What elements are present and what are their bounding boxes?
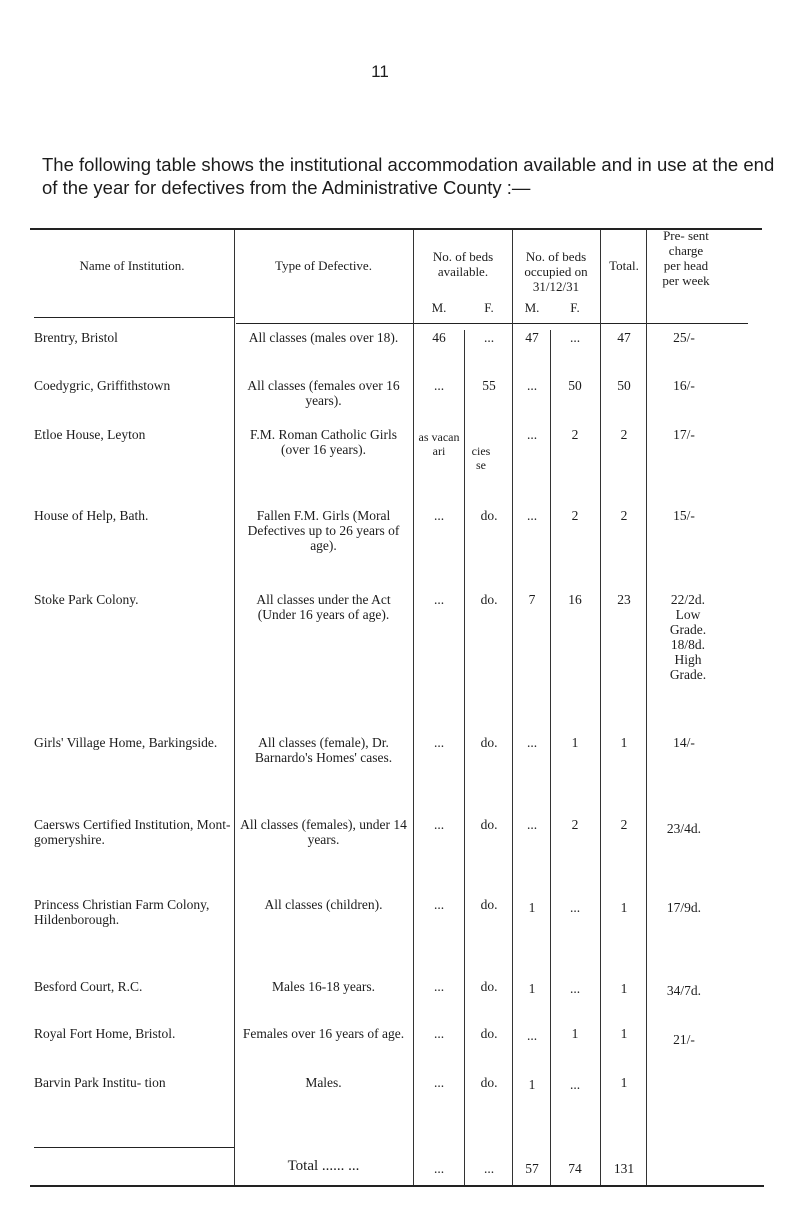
row-charge: 34/7d. [666, 983, 702, 998]
row-avail-m: ... [433, 508, 445, 523]
column-divider [512, 230, 513, 1185]
row-avail-f: 55 [482, 378, 496, 393]
row-occ-f: 1 [571, 735, 579, 750]
row-avail-m: ... [433, 1075, 445, 1090]
row-avail-m: 46 [432, 330, 446, 345]
row-avail-f: ... [483, 330, 495, 345]
row-occ-f: 50 [568, 378, 582, 393]
row-total: 1 [620, 900, 628, 915]
row-name: Princess Christian Farm Colony, Hildenborough. [34, 897, 210, 927]
row-avail-m: ... [433, 979, 445, 994]
row-type: All classes under the Act (Under 16 years of age). [256, 592, 391, 622]
row-occ-f: 1 [571, 1026, 579, 1041]
row-type: Males. [305, 1075, 342, 1090]
row-type: All classes (females over 16 years). [247, 378, 400, 408]
row-name: Stoke Park Colony. [34, 592, 139, 607]
row-total: 50 [617, 378, 631, 393]
row-type: Females over 16 years of age. [242, 1026, 405, 1041]
row-occ-f: 2 [571, 817, 579, 832]
row-occ-f: 2 [571, 508, 579, 523]
row-occ-f: ... [569, 900, 581, 915]
row-name: Besford Court, R.C. [34, 979, 143, 994]
row-charge: 17/- [673, 427, 695, 442]
header-avail-f: F. [484, 300, 494, 315]
header-name: Name of Institution. [79, 258, 185, 273]
row-occ-f: ... [569, 981, 581, 996]
table-top-rule [30, 228, 762, 230]
header-total: Total. [609, 258, 639, 273]
row-total: 2 [620, 817, 628, 832]
column-divider [464, 330, 465, 1185]
column-divider [413, 230, 414, 1185]
row-avail-m: ... [433, 817, 445, 832]
row-occ-m: 47 [525, 330, 539, 345]
row-occ-m: ... [526, 817, 538, 832]
row-total: 1 [620, 1026, 628, 1041]
row-occ-f: 16 [568, 592, 582, 607]
total-top-rule-left [34, 1147, 234, 1148]
header-bottom-rule-left [34, 317, 234, 318]
header-type: Type of Defective. [275, 258, 372, 273]
total-label: Total ...... ... [287, 1158, 360, 1174]
row-occ-f: ... [569, 1077, 581, 1092]
row-total: 2 [620, 508, 628, 523]
row-avail-m: ... [433, 1026, 445, 1041]
row-avail-f: do. [480, 1075, 498, 1090]
row-total: 23 [617, 592, 631, 607]
header-occ-m: M. [524, 300, 540, 315]
row-charge: 17/9d. [666, 900, 702, 915]
header-beds-occupied: No. of beds occupied on 31/12/31 [524, 249, 588, 294]
row-name: Barvin Park Institu- tion [34, 1075, 166, 1090]
row-total: 47 [617, 330, 631, 345]
row-avail-m: ... [433, 897, 445, 912]
intro-text: The following table shows the institutional accommodation available and in use at the end of the year for defectives from the Administrative County :— [42, 154, 775, 198]
row-name: Etloe House, Leyton [34, 427, 146, 442]
row-avail-m: ... [433, 735, 445, 750]
row-avail-f: do. [480, 1026, 498, 1041]
row-avail-f: cies se [471, 444, 491, 472]
total-occ-m: 57 [525, 1161, 539, 1176]
row-total: 1 [620, 981, 628, 996]
page-number: 11 [371, 62, 389, 81]
column-divider [550, 330, 551, 1185]
row-name: Brentry, Bristol [34, 330, 118, 345]
row-avail-f: do. [480, 979, 498, 994]
row-avail-m: ... [433, 378, 445, 393]
row-charge: 21/- [673, 1032, 695, 1047]
row-total: 2 [620, 427, 628, 442]
total-occ-f: 74 [568, 1161, 582, 1176]
total-avail-m: ... [433, 1161, 445, 1176]
row-type: All classes (males over 18). [248, 330, 399, 345]
total-avail-f: ... [483, 1161, 495, 1176]
row-occ-f: ... [569, 330, 581, 345]
row-type: F.M. Roman Catholic Girls (over 16 years). [249, 427, 398, 457]
row-occ-m: 1 [528, 981, 536, 996]
row-type: All classes (females), under 14 years. [240, 817, 407, 847]
row-avail-f: do. [480, 735, 498, 750]
row-charge: 16/- [673, 378, 695, 393]
row-avail-m: as vacan ari [418, 430, 460, 458]
row-occ-m: ... [526, 1028, 538, 1043]
row-total: 1 [620, 1075, 628, 1090]
row-charge: 15/- [673, 508, 695, 523]
row-occ-m: 1 [528, 1077, 536, 1092]
row-type: All classes (children). [264, 897, 383, 912]
row-charge: 23/4d. [666, 821, 702, 836]
row-charge: 22/2d. Low Grade. 18/8d. High Grade. [669, 592, 707, 682]
row-total: 1 [620, 735, 628, 750]
row-avail-f: do. [480, 592, 498, 607]
header-occ-f: F. [570, 300, 580, 315]
row-occ-m: ... [526, 427, 538, 442]
row-name: House of Help, Bath. [34, 508, 149, 523]
row-name: Coedygric, Griffithstown [34, 378, 171, 393]
row-charge: 25/- [673, 330, 695, 345]
header-charge: Pre- sent charge per head per week [662, 228, 710, 288]
row-avail-f: do. [480, 897, 498, 912]
header-avail-m: M. [431, 300, 447, 315]
row-avail-f: do. [480, 817, 498, 832]
row-avail-m: ... [433, 592, 445, 607]
row-occ-m: ... [526, 378, 538, 393]
total-total: 131 [613, 1161, 635, 1176]
row-occ-m: ... [526, 735, 538, 750]
header-beds-available: No. of beds available. [432, 249, 494, 279]
row-type: All classes (female), Dr. Barnardo's Homes' cases. [254, 735, 393, 765]
row-occ-m: 7 [528, 592, 536, 607]
row-name: Caersws Certified Institution, Mont- gomeryshire. [34, 817, 231, 847]
row-charge: 14/- [673, 735, 695, 750]
column-divider [646, 230, 647, 1185]
row-occ-m: 1 [528, 900, 536, 915]
column-divider [600, 230, 601, 1185]
row-avail-f: do. [480, 508, 498, 523]
row-occ-m: ... [526, 508, 538, 523]
row-type: Males 16-18 years. [271, 979, 376, 994]
row-occ-f: 2 [571, 427, 579, 442]
header-bottom-rule [236, 323, 748, 324]
column-divider [234, 230, 235, 1185]
table-bottom-rule [30, 1185, 764, 1187]
row-name: Girls' Village Home, Barkingside. [34, 735, 218, 750]
row-name: Royal Fort Home, Bristol. [34, 1026, 176, 1041]
row-type: Fallen F.M. Girls (Moral Defectives up to 26 years of age). [247, 508, 400, 553]
